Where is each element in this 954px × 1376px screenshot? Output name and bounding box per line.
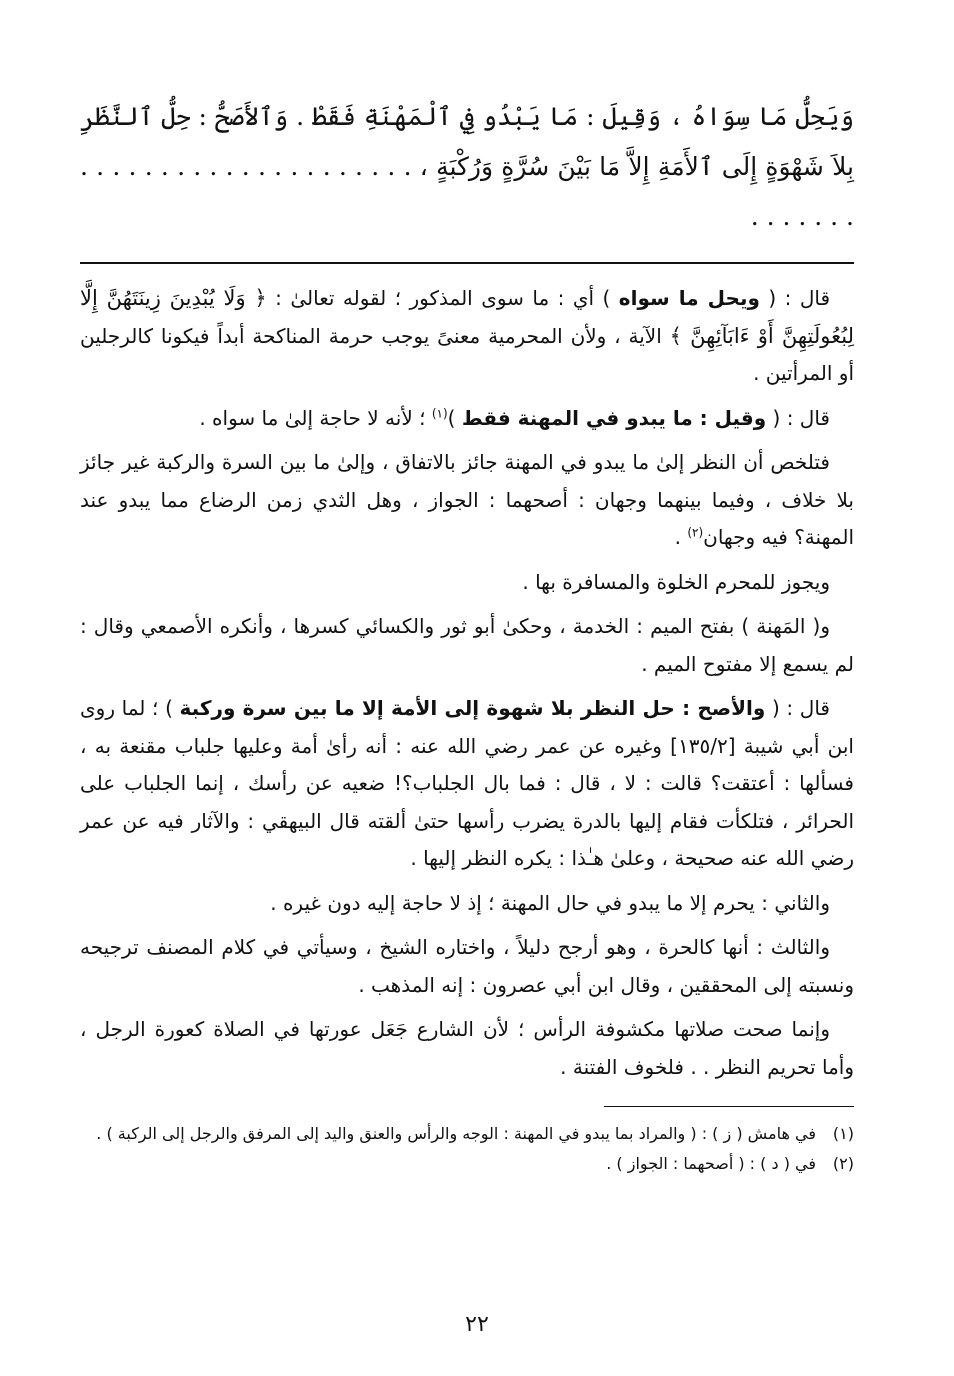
text-run: فتلخص أن النظر إلىٰ ما يبدو في المهنة جائز بالاتفاق ، وإلىٰ ما بين السرة والركبة غير جائز بلا خلاف ، وفيما بينهما وجهان : أصحهما : الجواز ، وهل الثدي زمن الرضاع مما يبدو عند المهنة؟ فيه وجهان (80, 450, 854, 549)
text-run: ) ؛ لما روى ابن أبي شيبة [١٣٥/٢] وغيره عن عمر رضي الله عنه : أنه رأىٰ أمة وعليها جلباب مقنعة به ، فسألها : أعتقت؟ قالت : لا ، قال : فما بال الجلباب؟! ضعيه عن رأسك ، إنما الجلباب على الحرائر ، فتلكأت فقام إليها بالدرة يضرب رأسها حتىٰ ألقته قال البيهقي : والآثار فيه عن عمر رضي الله عنه صحيحة ، وعلىٰ هـٰذا : يكره النظر إليها . (80, 696, 854, 870)
commentary-paragraph-4: ويجوز للمحرم الخلوة والمسافرة بها . (522, 569, 830, 594)
matn-separator (80, 262, 854, 264)
commentary-paragraph-3 (80, 444, 854, 557)
matn-quote: ويحل ما سواه (618, 286, 760, 310)
footnote-2 (80, 1149, 854, 1179)
commentary-paragraph-9: وإنما صحت صلاتها مكشوفة الرأس ؛ لأن الشارع جَعَل عورتها في الصلاة كعورة الرجل ، وأما تحريم النظر . . فلخوف الفتنة . (80, 1017, 854, 1079)
text-run: ؛ لأنه لا حاجة إلىٰ ما سواه . (199, 405, 432, 430)
text-run: الآية ، ولأن المحرمية معنىً يوجب حرمة المناكحة أبداً فيكونا كالرجلين أو المرأتين . (80, 323, 854, 385)
text-run: قال : ( (765, 696, 830, 720)
matn-quote: وقيل : ما يبدو في المهنة فقط (461, 405, 767, 430)
commentary-paragraph-1 (80, 280, 854, 393)
text-run: . (674, 525, 688, 549)
matn-quote: والأصح : حل النظر بلا شهوة إلى الأمة إلا ما بين سرة وركبة (179, 696, 766, 720)
commentary-paragraph-7: والثاني : يحرم إلا ما يبدو في حال المهنة ؛ إذ لا حاجة إليه دون غيره . (270, 890, 830, 915)
footnote-1 (80, 1119, 854, 1149)
matn-dots: . . . . . . . . . . . . . . . . . . . . . . . . . . . . (80, 152, 854, 231)
footnote-text: في ( د ) : ( أصحهما : الجواز ) . (606, 1154, 816, 1173)
footnote-text: في هامش ( ز ) : ( والمراد بما يبدو في المهنة : الوجه والرأس والعنق واليد إلى المرفق والرجل إلى الركبة ) . (96, 1124, 816, 1143)
footnote-number: (٢) (832, 1154, 854, 1173)
page-number: ٢٢ (465, 1312, 489, 1337)
commentary (80, 280, 854, 1086)
footnotes (80, 1119, 854, 1179)
matn-text (80, 92, 854, 242)
page-body (80, 92, 854, 1179)
quran-verse: ﴿ وَلَا يُبْدِينَ زِينَتَهُنَّ إِلَّا لِبُعُولَتِهِنَّ أَوْ ءَابَآئِهِنَّ ﴾ (80, 286, 854, 348)
commentary-paragraph-6 (80, 690, 854, 878)
text-run: ) أي : ما سوى المذكور ؛ لقوله تعالىٰ : (266, 286, 619, 310)
text-run: قال : ( (766, 405, 830, 430)
commentary-paragraph-8: والثالث : أنها كالحرة ، وهو أرجح دليلاً ، واختاره الشيخ ، وسيأتي في كلام المصنف ترجيحه ونسبته إلى المحققين ، وقال ابن أبي عصرون : إنه المذهب . (80, 935, 854, 997)
text-run: قال : ( (759, 286, 831, 310)
matn-line-1: وَيَحِلُّ مَا سِوَاهُ ، وَقِيلَ : مَا يَبْدُو فِي ٱلْمَهْنَةِ فَقَطْ . وَٱلأَصَحُّ : حِلُّ ٱلنَّظَرِ (80, 102, 854, 131)
commentary-paragraph-2 (80, 400, 854, 438)
matn-line-2-text: بِلاَ شَهْوَةٍ إِلَى ٱلأَمَةِ إِلاَّ مَا بَيْنَ سُرَّةٍ وَرُكْبَةٍ ، (419, 152, 854, 181)
commentary-paragraph-5: و( المَهنة ) بفتح الميم : الخدمة ، وحكىٰ أبو ثور والكسائي كسرها ، وأنكره الأصمعي وقال : لم يسمع إلا مفتوح الميم . (80, 614, 854, 676)
footnote-separator (604, 1106, 854, 1107)
text-run: ) (447, 405, 462, 430)
footnote-ref-1: (١) (431, 405, 448, 420)
footnote-ref-2: (٢) (687, 525, 704, 540)
footnote-number: (١) (832, 1124, 854, 1143)
matn-line-2 (80, 142, 854, 242)
